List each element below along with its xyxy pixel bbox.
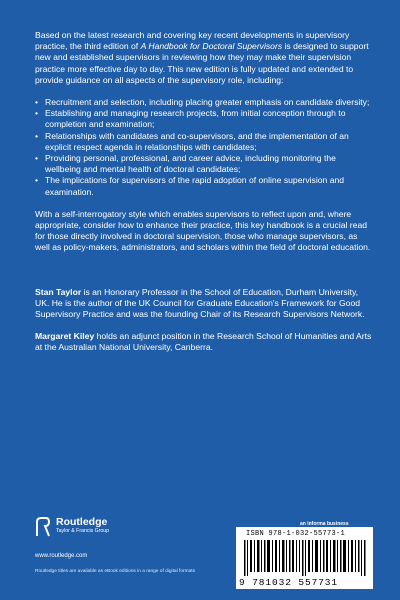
routledge-logo-icon bbox=[35, 517, 51, 537]
ebook-note: Routledge titles are available as eBook editions in a range of digital formats bbox=[35, 569, 195, 574]
publisher-name: Routledge bbox=[56, 516, 108, 528]
author-name: Margaret Kiley bbox=[35, 331, 95, 342]
barcode-digits: 9 781032 557731 bbox=[239, 577, 339, 588]
list-item: • Providing personal, professional, and career advice, including monitoring the wellbeing and mental health of doctoral candidates; bbox=[35, 153, 373, 175]
publisher-block bbox=[35, 517, 235, 574]
list-item: • Recruitment and selection, including placing greater emphasis on candidate diversity; bbox=[35, 97, 373, 108]
publisher-group: Taylor & Francis Group bbox=[56, 528, 110, 534]
intro-paragraph bbox=[35, 30, 373, 86]
publisher-logo bbox=[35, 517, 235, 537]
barcode-bars-icon bbox=[244, 540, 368, 576]
book-title: A Handbook for Doctoral Supervisors bbox=[140, 41, 283, 52]
intro-text-start: Based on the latest research and covering key recent developments in supervisory practice, the third edition of bbox=[35, 30, 350, 52]
intro-text-end: is designed to support new and established supervisors in reviewing how they may make their supervision practice more effective day to day. This new edition is fully updated and extended to provide guidance on all aspects of the supervisory role, including: bbox=[35, 41, 369, 85]
topics-list bbox=[35, 97, 373, 198]
back-cover-text bbox=[35, 30, 373, 365]
list-item: • Relationships with candidates and co-supervisors, and the implementation of an explicit respect agenda in relationships with candidates; bbox=[35, 131, 373, 153]
list-item: • Establishing and managing research projects, from initial conception through to completion and examination; bbox=[35, 108, 373, 130]
informa-label: an informa business bbox=[300, 521, 349, 527]
author-bio-text: holds an adjunct position in the Research School of Humanities and Arts at the Australian National University, Canberra. bbox=[35, 331, 372, 353]
author-bio-taylor bbox=[35, 287, 373, 321]
author-bio-kiley bbox=[35, 331, 373, 353]
isbn-text: ISBN 978-1-032-55773-1 bbox=[246, 530, 346, 538]
publisher-website: www.routledge.com bbox=[35, 553, 88, 559]
closing-paragraph: With a self-interrogatory style which enables supervisors to reflect upon and, where appropriate, consider how to enhance their practice, this key handbook is a crucial read for those directly involved in doctoral supervision, those who manage supervisors, as well as policy-makers, administrators, and scholars within the field of doctoral education. bbox=[35, 208, 371, 253]
list-item: • The implications for supervisors of the rapid adoption of online supervision and examination. bbox=[35, 175, 373, 197]
author-bio-text: is an Honorary Professor in the School of Education, Durham University, UK. He is the author of the UK Council for Graduate Education's Framework for Good Supervisory Practice and was the founding Chair of its Research Supervisors Network. bbox=[35, 286, 365, 320]
isbn-barcode bbox=[236, 527, 373, 589]
author-name: Stan Taylor bbox=[35, 286, 82, 297]
